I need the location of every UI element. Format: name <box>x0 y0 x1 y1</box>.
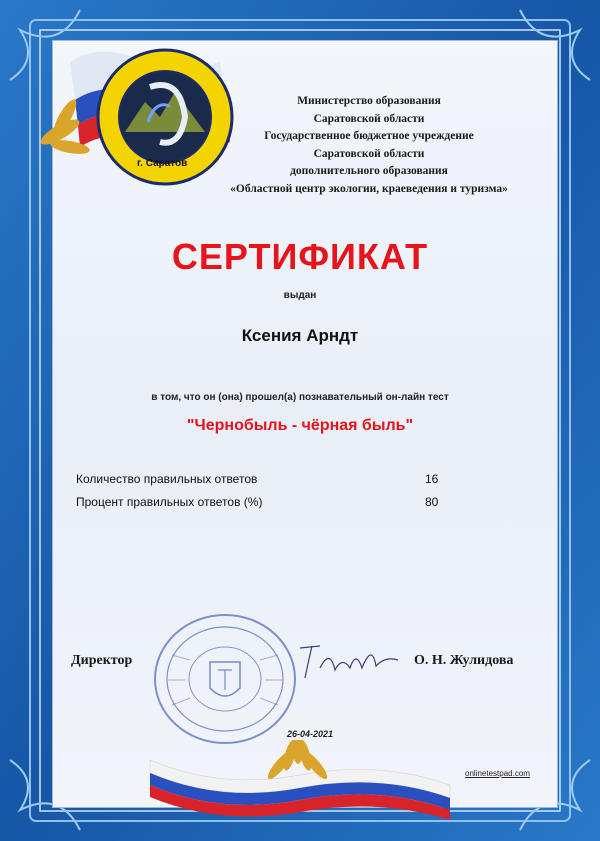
recipient-name: Ксения Арндт <box>241 326 359 345</box>
organization-line-6: «Областной центр экологии, краеведения и туризма» <box>230 182 508 195</box>
director-signature <box>290 628 408 688</box>
organization-line-2: Саратовской области <box>313 112 425 125</box>
site-link[interactable]: onlinetestpad.com <box>465 769 530 778</box>
bottom-ribbon <box>140 740 460 820</box>
director-role: Директор <box>71 653 133 668</box>
organization-line-3: Государственное бюджетное учреждение <box>264 130 474 142</box>
correct-percent-label: Процент правильных ответов (%) <box>76 495 263 509</box>
correct-answers-value: 16 <box>425 472 439 486</box>
certificate-title: СЕРТИФИКАТ <box>171 236 429 277</box>
organization-line-4: Саратовской области <box>313 147 425 160</box>
certificate-intro: в том, что он (она) прошел(а) познавательный он-лайн тест <box>151 392 449 403</box>
correct-answers-label: Количество правильных ответов <box>76 472 258 486</box>
official-stamp <box>150 610 300 748</box>
certificate-date: 26-04-2021 <box>287 729 334 739</box>
organization-line-1: Министерство образования <box>297 95 441 107</box>
director-name: О. Н. Жулидова <box>414 653 514 668</box>
logo-city: г. Саратов <box>137 158 188 169</box>
correct-percent-value: 80 <box>425 495 439 509</box>
issued-label: выдан <box>283 290 317 301</box>
test-name: "Чернобыль - чёрная быль" <box>186 417 414 434</box>
organization-line-5: дополнительного образования <box>290 165 448 177</box>
